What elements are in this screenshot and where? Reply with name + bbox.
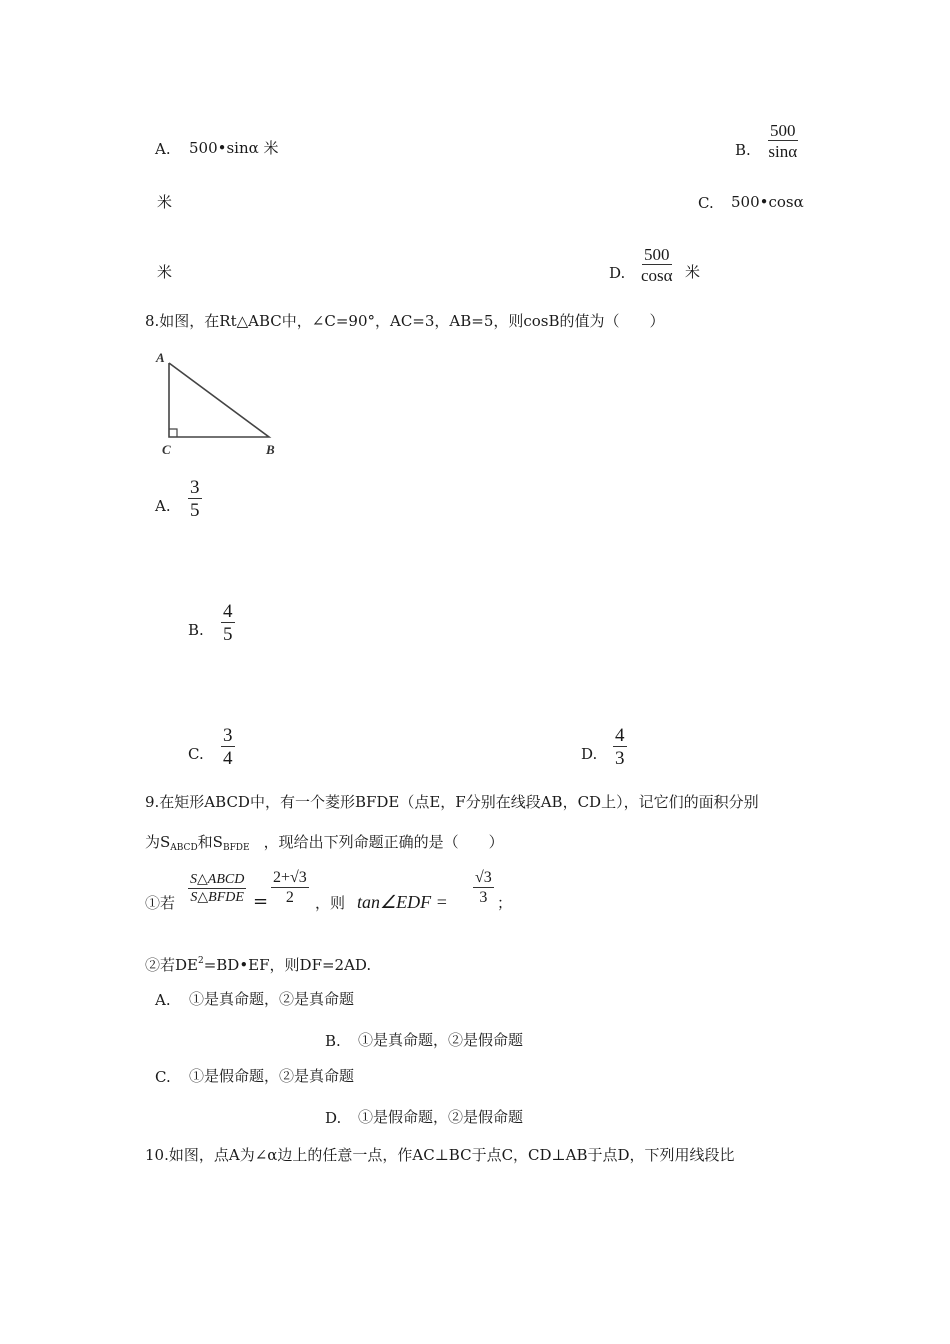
q8-option-a-denominator: 5 — [190, 500, 200, 521]
q7-option-b-denominator: sinα — [768, 142, 798, 161]
q7-option-b-unit: 米 — [157, 193, 173, 211]
q8-option-a-numerator: 3 — [190, 477, 200, 498]
q9-option-d-text: ①是假命题，②是假命题 — [358, 1108, 524, 1126]
q9-option-c-label: C. — [155, 1068, 171, 1086]
right-angle-mark — [169, 429, 177, 437]
q8-option-a-label: A. — [155, 497, 171, 515]
q9-equals-sign: = — [253, 891, 269, 912]
q9-tan-value-numerator: √3 — [475, 869, 492, 886]
q7-option-b-numerator: 500 — [770, 121, 796, 140]
vertex-label-b: B — [266, 442, 275, 457]
q9-area-ratio-numerator: S△ABCD — [190, 872, 245, 887]
q9-ratio-value-denominator: 2 — [285, 889, 294, 906]
q8-option-d-fraction — [613, 726, 627, 768]
q8-question-text: 8.如图，在Rt△ABC中，∠C=90°，AC=3，AB=5，则cosB的值为（ ） — [145, 312, 665, 330]
q7-option-a-label: A. — [155, 140, 171, 158]
q7-option-d-label: D. — [609, 264, 626, 282]
q7-option-c-label: C. — [698, 194, 714, 212]
q8-option-b-numerator: 4 — [223, 601, 233, 622]
q7-option-d-denominator: cosα — [641, 266, 673, 285]
q9-option-a-label: A. — [155, 991, 171, 1009]
q9-option-a-text: ①是真命题，②是真命题 — [189, 990, 355, 1008]
q7-option-d-fraction — [641, 246, 673, 284]
q9-area-ratio-fraction — [188, 873, 246, 905]
q7-option-b-fraction — [768, 122, 798, 160]
q8-option-b-label: B. — [188, 621, 204, 639]
triangle-abc — [169, 363, 269, 437]
vertex-label-c: C — [162, 442, 171, 457]
q8-option-c-fraction — [221, 726, 235, 768]
q8-option-d-label: D. — [581, 745, 598, 763]
q7-option-c-text: 500•cosα — [731, 193, 804, 211]
q9-option-c-text: ①是假命题，②是真命题 — [189, 1067, 355, 1085]
q7-option-d-numerator: 500 — [644, 245, 670, 264]
q7-option-a-text: 500•sinα 米 — [189, 139, 279, 157]
q8-option-b-fraction — [221, 602, 235, 644]
q8-option-b-denominator: 5 — [223, 624, 233, 645]
q9-question-line1: 9.在矩形ABCD中，有一个菱形BFDE（点E，F分别在线段AB，CD上），记它们的面积分别 — [145, 793, 759, 811]
q7-option-c-unit: 米 — [157, 263, 173, 281]
q9-ratio-value-fraction — [271, 870, 309, 906]
q9-question-line2: 为$S_{ABCD}$和$S_{BFDE}$ ，现给出下列命题正确的是（ ） — [145, 833, 504, 853]
q8-option-c-denominator: 4 — [223, 748, 233, 769]
q8-option-d-numerator: 4 — [615, 725, 625, 746]
q8-option-c-numerator: 3 — [223, 725, 233, 746]
q8-option-a-fraction — [188, 478, 202, 520]
q9-tan-value-denominator: 3 — [479, 889, 488, 906]
q9-statement2: ②若$DE^2=BD•EF$，则DF=2AD. — [145, 956, 372, 974]
q10-question-text: 10.如图，点A为∠α边上的任意一点，作AC⊥BC于点C，CD⊥AB于点D，下列用线段比 — [145, 1146, 735, 1164]
q9-statement1-prefix: ①若 — [145, 894, 176, 912]
q9-tan-value-fraction — [473, 870, 494, 906]
q9-ratio-value-numerator: 2+√3 — [273, 869, 307, 886]
q8-option-c-label: C. — [188, 745, 204, 763]
q9-tan-expression: tan∠EDF = — [357, 892, 448, 912]
q9-then-text: ，则 — [315, 894, 346, 912]
q9-option-b-label: B. — [325, 1032, 341, 1050]
q9-area-ratio-denominator: S△BFDE — [190, 890, 244, 905]
q8-triangle-figure — [150, 345, 290, 460]
q8-option-d-denominator: 3 — [615, 748, 625, 769]
q7-option-b-label: B. — [735, 141, 751, 159]
q7-option-d-unit: 米 — [685, 263, 701, 281]
vertex-label-a: A — [156, 350, 165, 365]
q9-option-d-label: D. — [325, 1109, 342, 1127]
q9-option-b-text: ①是真命题，②是假命题 — [358, 1031, 524, 1049]
q9-statement1-end: ； — [497, 894, 513, 912]
